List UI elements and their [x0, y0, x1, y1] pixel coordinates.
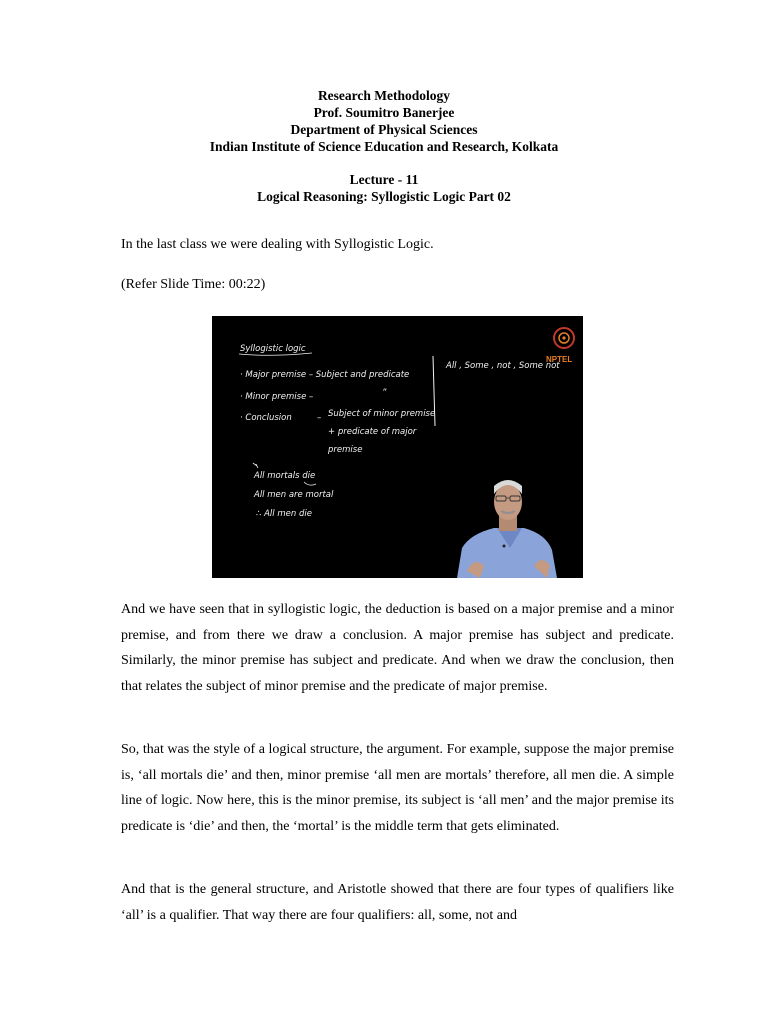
svg-text:NPTEL: NPTEL	[546, 355, 573, 364]
intro-paragraph: In the last class we were dealing with Syllogistic Logic.	[121, 237, 434, 252]
department-name: Department of Physical Sciences	[290, 122, 478, 137]
example-conclusion: ∴ All men die	[256, 509, 312, 519]
slide-line-conclusion: · Conclusion	[240, 413, 292, 423]
lecture-number: Lecture - 11	[349, 172, 419, 187]
example-major: All mortals die	[254, 471, 316, 481]
lecture-slide-image	[212, 316, 583, 578]
lecture-title: Logical Reasoning: Syllogistic Logic Part 02	[257, 189, 511, 204]
institute-name: Indian Institute of Science Education and Research, Kolkata	[209, 139, 559, 154]
conclusion-part-a: Subject of minor premise	[328, 409, 436, 419]
example-minor: All men are mortal	[254, 490, 334, 500]
professor-name: Prof. Soumitro Banerjee	[313, 105, 455, 120]
ditto-mark: ”	[382, 388, 387, 398]
slide-title: Syllogistic logic	[240, 344, 306, 354]
nptel-logo	[546, 328, 574, 364]
qualifiers-list: All , Some , not , Some not	[446, 361, 560, 371]
slide-drawing	[212, 316, 583, 578]
course-title: Research Methodology	[317, 88, 451, 103]
arrow-mark	[253, 463, 258, 468]
slide-line-major: · Major premise – Subject and predicate	[240, 370, 410, 380]
slide-time-reference: (Refer Slide Time: 00:22)	[121, 277, 266, 292]
conclusion-dash: –	[317, 413, 322, 423]
link-arrow	[304, 482, 316, 485]
presenter-figure	[457, 480, 557, 578]
conclusion-part-b: + predicate of major	[328, 427, 417, 437]
lecture-header	[0, 87, 768, 205]
paragraph-2: So, that was the style of a logical structure, the argument. For example, suppose the major premise is, ‘all mortals die’ and then, minor premise ‘all men are mortals’ therefore, all men die. A simple line of logic. Now here, this is the minor premise, its subject is ‘all men’ and the major premise its predicate is ‘die’ and then, the ‘mortal’ is the middle term that gets eliminated.	[121, 742, 674, 834]
conclusion-part-c: premise	[328, 445, 363, 455]
slide-line-minor: · Minor premise –	[240, 392, 314, 402]
paragraph-1: And we have seen that in syllogistic logic, the deduction is based on a major premise and a minor premise, and from there we draw a conclusion. A major premise has subject and predicate. Similarly, the minor premise has subject and predicate. And when we draw the conclusion, then that relates the subject of minor premise and the predicate of major premise.	[121, 602, 674, 694]
paragraph-3: And that is the general structure, and Aristotle showed that there are four types of qualifiers like ‘all’ is a qualifier. That way there are four qualifiers: all, some, not and	[121, 882, 674, 923]
